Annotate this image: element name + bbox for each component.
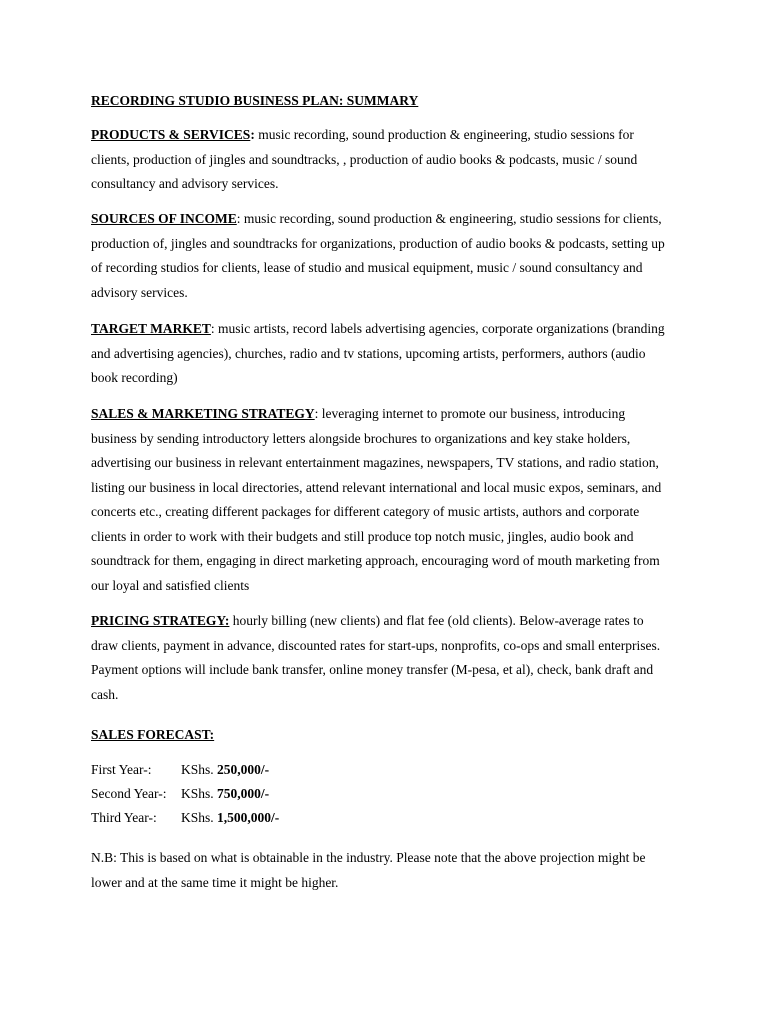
products-heading: PRODUCTS & SERVICES xyxy=(91,127,251,142)
income-heading: SOURCES OF INCOME xyxy=(91,211,237,226)
forecast-row-first-year xyxy=(91,760,269,780)
forecast-row-second-year xyxy=(91,784,269,804)
forecast-currency: KShs. xyxy=(181,810,218,825)
note-line-2: lower and at the same time it might be higher. xyxy=(91,874,339,890)
pricing-line-3: Payment options will include bank transfer, online money transfer (M-pesa, et al), check, bank draft and xyxy=(91,662,654,677)
income-line-4: advisory services. xyxy=(91,284,188,300)
target-line-2: and advertising agencies), churches, radio and tv stations, upcoming artists, performers, authors (audio xyxy=(91,345,646,361)
products-services-section xyxy=(91,123,691,197)
target-line-3: book recording) xyxy=(91,370,178,385)
sales-line-4: listing our business in local directories, attend relevant international and local music expos, seminars, and xyxy=(91,479,662,495)
sales-forecast-heading: SALES FORECAST: xyxy=(91,727,215,742)
pricing-heading: PRICING STRATEGY: xyxy=(91,613,230,628)
forecast-row-third-year xyxy=(91,808,279,828)
sales-line-7: soundtrack for them, engaging in direct marketing approach, encouraging word of mouth marketing from xyxy=(91,553,660,568)
forecast-label: Third Year-: xyxy=(91,810,157,825)
products-line-2: clients, production of jingles and soundtracks, , production of audio books & podcasts, music / sound xyxy=(91,151,638,167)
pricing-strategy-section xyxy=(91,609,691,707)
forecast-currency: KShs. xyxy=(181,762,218,777)
sales-marketing-section xyxy=(91,402,691,598)
forecast-amount: 250,000/- xyxy=(217,762,270,777)
target-heading: TARGET MARKET xyxy=(91,321,211,336)
forecast-amount: 1,500,000/- xyxy=(217,810,280,825)
sales-line-6: clients in order to work with their budgets and still produce top notch music, jingles, audio book and xyxy=(91,528,634,544)
forecast-label: First Year-: xyxy=(91,762,152,777)
products-line-1: PRODUCTS & SERVICES: music recording, sound production & engineering, studio sessions for xyxy=(91,127,634,142)
sources-of-income-section xyxy=(91,207,691,305)
note-section xyxy=(91,846,691,895)
pricing-line-2: draw clients, payment in advance, discounted rates for start-ups, nonprofits, co-ops and small enterprises. xyxy=(91,637,661,653)
pricing-line-4: cash. xyxy=(91,686,119,702)
note-line-1: N.B: This is based on what is obtainable in the industry. Please note that the above projection might be xyxy=(91,850,646,865)
target-market-section xyxy=(91,317,691,391)
sales-line-5: concerts etc., creating different packages for different category of music artists, authors and corporate xyxy=(91,504,640,519)
sales-line-8: our loyal and satisfied clients xyxy=(91,577,250,593)
forecast-label: Second Year-: xyxy=(91,786,167,801)
pricing-line-1: PRICING STRATEGY: hourly billing (new clients) and flat fee (old clients). Below-average rates to xyxy=(91,613,644,628)
income-line-3: of recording studios for clients, lease of studio and musical equipment, music / sound consultancy and xyxy=(91,260,643,275)
sales-line-1: SALES & MARKETING STRATEGY: leveraging internet to promote our business, introducing xyxy=(91,406,626,421)
forecast-currency: KShs. xyxy=(181,786,218,801)
document-title: RECORDING STUDIO BUSINESS PLAN: SUMMARY xyxy=(91,93,419,108)
sales-line-2: business by sending introductory letters alongside brochures to organizations and key stake holders, xyxy=(91,430,631,446)
income-line-1: SOURCES OF INCOME: music recording, sound production & engineering, studio sessions for clients, xyxy=(91,211,662,226)
forecast-amount: 750,000/- xyxy=(217,786,270,801)
sales-line-3: advertising our business in relevant entertainment magazines, newspapers, TV stations, and radio station, xyxy=(91,455,659,470)
income-line-2: production of, jingles and soundtracks for organizations, production of audio books & podcasts, setting up xyxy=(91,235,665,251)
target-line-1: TARGET MARKET: music artists, record labels advertising agencies, corporate organizations (branding xyxy=(91,321,665,336)
products-line-3: consultancy and advisory services. xyxy=(91,176,279,191)
sales-heading: SALES & MARKETING STRATEGY xyxy=(91,406,315,421)
